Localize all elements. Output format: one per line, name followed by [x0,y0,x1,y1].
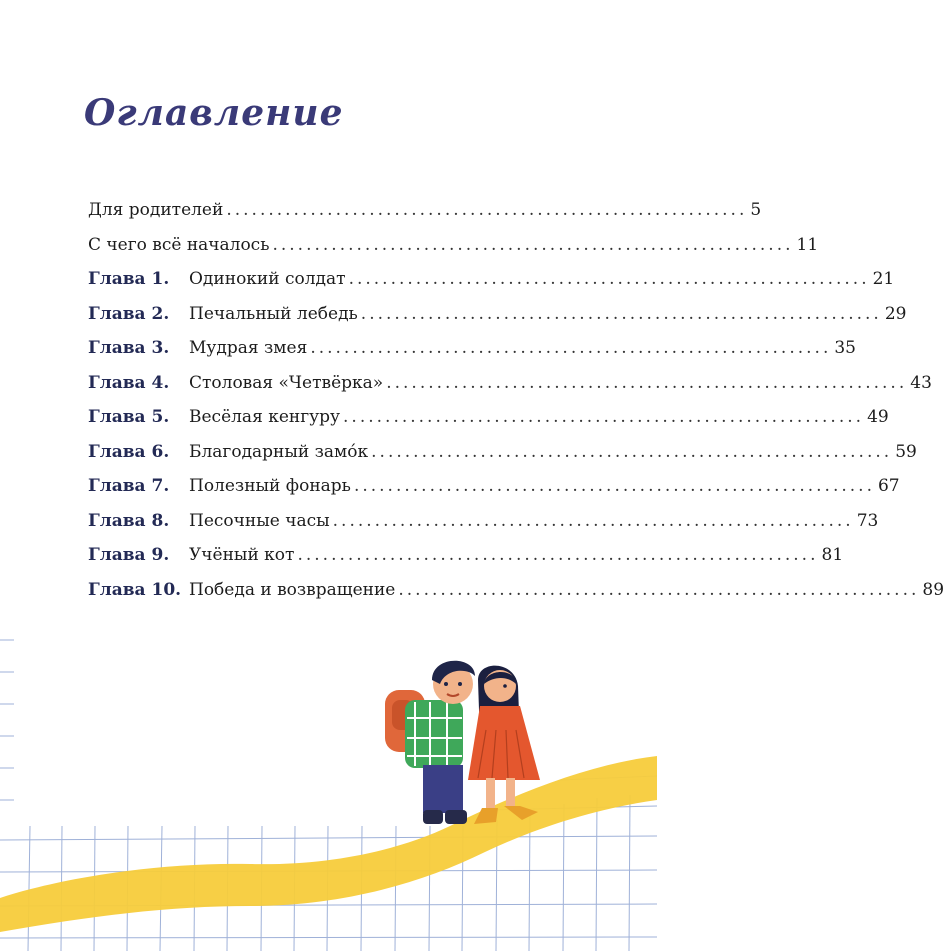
toc-entry-page: 5 [750,200,762,220]
chapter-page: 67 [877,476,900,496]
toc-chapter-entry[interactable] [88,476,900,511]
chapter-title: Одинокий солдат [189,269,346,289]
chapter-page: 49 [867,407,889,427]
toc-chapter-entry[interactable] [88,407,889,442]
toc-chapter-entry[interactable] [88,441,917,477]
chapter-label: Глава 10. [88,579,182,600]
chapter-label: Глава 5. [88,407,170,427]
leader-dots: .............................................................. [371,441,893,462]
chapter-page: 81 [821,545,844,565]
toc-chapter-entry[interactable] [88,510,879,546]
chapter-label: Глава 9. [88,545,170,565]
chapter-page: 35 [834,338,856,358]
chapter-title: Благодарный замо́к [189,441,369,462]
chapter-title: Мудрая змея [189,338,308,358]
chapter-page: 89 [922,579,944,600]
leader-dots: .............................................................. [332,510,854,531]
chapter-title: Песочные часы [189,510,330,531]
leader-dots: .............................................................. [348,269,870,289]
chapter-title: Учёный кот [189,545,295,565]
chapter-page: 29 [884,303,907,324]
toc-chapter-entry[interactable] [88,269,895,304]
leader-dots: .............................................................. [297,545,819,565]
chapter-title: Печальный лебедь [189,303,358,324]
leader-dots: .............................................................. [226,200,748,220]
leader-dots: .............................................................. [310,338,832,358]
table-of-contents [88,200,944,614]
toc-entry-title: Для родителей [88,200,224,220]
chapter-title: Столовая «Четвёрка» [189,372,384,393]
leader-dots: .............................................................. [386,372,908,393]
toc-chapter-entry[interactable] [88,338,856,373]
chapter-title: Победа и возвращение [189,579,396,600]
chapter-page: 21 [872,269,895,289]
chapter-title: Весёлая кенгуру [189,407,341,427]
toc-chapter-entry[interactable] [88,545,844,580]
toc-entry[interactable] [88,234,819,270]
toc-chapter-entry[interactable] [88,303,907,339]
children-walking-illustration [0,600,657,951]
toc-entry[interactable] [88,200,762,235]
chapter-page: 59 [895,441,917,462]
toc-chapter-entry[interactable] [88,372,932,408]
chapter-label: Глава 8. [88,510,170,531]
boy-figure [385,661,475,824]
chapter-label: Глава 3. [88,338,170,358]
chapter-page: 73 [856,510,879,531]
chapter-label: Глава 4. [88,372,170,393]
toc-entry-page: 11 [796,234,819,255]
leader-dots: .............................................................. [398,579,920,600]
chapter-page: 43 [910,372,932,393]
chapter-label: Глава 2. [88,303,170,324]
leader-dots: .............................................................. [343,407,865,427]
leader-dots: .............................................................. [272,234,794,255]
leader-dots: .............................................................. [360,303,882,324]
page-title: Оглавление [84,92,344,134]
chapter-label: Глава 6. [88,441,170,462]
yellow-path [0,756,657,932]
toc-entry-title: С чего всё началось [88,234,270,255]
chapter-label: Глава 1. [88,269,170,289]
chapter-label: Глава 7. [88,476,170,496]
leader-dots: .............................................................. [353,476,875,496]
chapter-title: Полезный фонарь [189,476,351,496]
